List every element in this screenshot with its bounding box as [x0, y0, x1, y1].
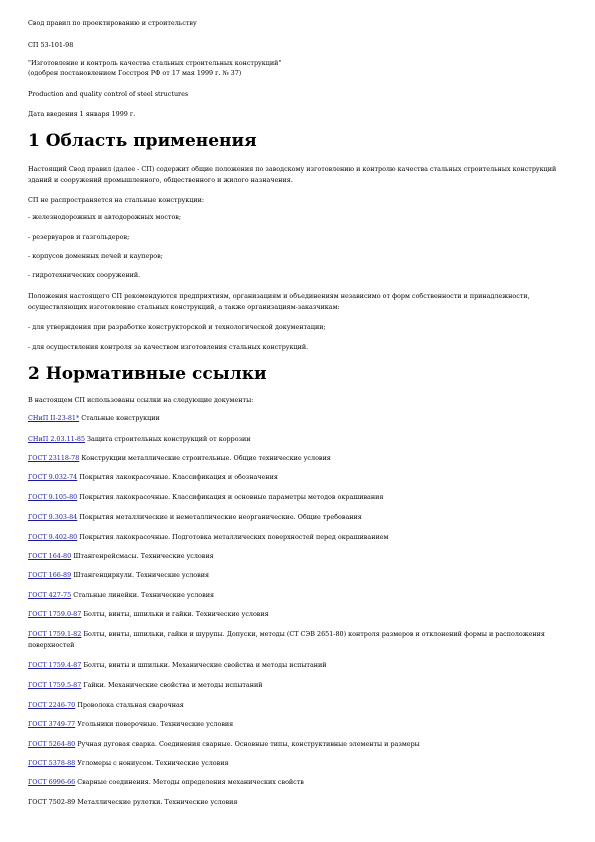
reference-link[interactable]: ГОСТ 166-89	[28, 571, 72, 579]
list-item: - для утверждения при разработке конструкторской и технологической документации;	[28, 323, 326, 331]
reference-link[interactable]: ГОСТ 9.402-80	[28, 533, 78, 541]
reference-title: Болты, винты и шпильки. Механические свойства и методы испытаний	[81, 661, 327, 669]
reference-item	[28, 492, 576, 502]
english-title: Production and quality control of steel structures	[28, 90, 189, 98]
reference-item	[28, 797, 576, 807]
reference-link[interactable]: ГОСТ 5378-88	[28, 759, 76, 767]
reference-title: Покрытия металлические и неметаллические неорганические. Общие требования	[77, 513, 362, 521]
section1-intro: Настоящий Свод правил (далее - СП) содержит общие положения по заводскому изготовлению и контролю качества стальных строительных конструкций зданий и сооружений промышленного, общественного и жилого назначения.	[28, 165, 557, 184]
reference-link[interactable]: ГОСТ 5264-80	[28, 740, 76, 748]
reference-item	[28, 629, 576, 650]
list-item: - резервуаров и газгольдеров;	[28, 233, 130, 241]
reference-title: Штангенциркули. Технические условия	[71, 571, 210, 579]
reference-item	[28, 590, 576, 600]
list-item: - гидротехнических сооружений.	[28, 271, 141, 279]
list-item: - для осуществления контроля за качеством изготовления стальных конструкций.	[28, 343, 309, 351]
section2-intro: В настоящем СП использованы ссылки на следующие документы:	[28, 396, 254, 404]
reference-link[interactable]: ГОСТ 1759.5-87	[28, 681, 82, 689]
reference-item	[28, 758, 576, 768]
reference-link[interactable]: ГОСТ 427-75	[28, 591, 72, 599]
reference-link[interactable]: ГОСТ 2246-70	[28, 701, 76, 709]
list-item: - корпусов доменных печей и кауперов;	[28, 252, 163, 260]
reference-link[interactable]: ГОСТ 9.032-74	[28, 473, 78, 481]
reference-item	[28, 739, 576, 749]
effective-date: Дата введения 1 января 1999 г.	[28, 110, 136, 118]
reference-link[interactable]: ГОСТ 1759.1-82	[28, 630, 82, 638]
reference-title: Покрытия лакокрасочные. Классификация и основные параметры методов окрашивания	[77, 493, 384, 501]
reference-title: Стальные линейки. Технические условия	[71, 591, 215, 599]
reference-item	[28, 680, 576, 690]
reference-item	[28, 609, 576, 619]
reference-link[interactable]: ГОСТ 9.105-80	[28, 493, 78, 501]
reference-title: Гайки. Механические свойства и методы испытаний	[81, 681, 263, 689]
reference-title: Ручная дуговая сварка. Соединения сварные. Основные типы, конструктивные элементы и размеры	[75, 740, 420, 748]
reference-item	[28, 512, 576, 522]
reference-title: Покрытия лакокрасочные. Классификация и обозначения	[77, 473, 278, 481]
collection-title: Свод правил по проектированию и строительству	[28, 19, 197, 27]
reference-title: Штангенрейсмасы. Технические условия	[71, 552, 214, 560]
reference-title: Металлические рулетки. Технические условия	[75, 798, 238, 806]
reference-item	[28, 719, 576, 729]
reference-title: Угломеры с нониусом. Технические условия	[75, 759, 229, 767]
reference-link[interactable]: ГОСТ 3749-77	[28, 720, 76, 728]
reference-link[interactable]: ГОСТ 6996-66	[28, 778, 76, 786]
reference-link[interactable]: ГОСТ 1759.0-87	[28, 610, 82, 618]
reference-item	[28, 777, 576, 787]
reference-item	[28, 532, 576, 542]
reference-item	[28, 551, 576, 561]
reference-item	[28, 472, 576, 482]
reference-item	[28, 660, 576, 670]
list-item: - железнодорожных и автодорожных мостов;	[28, 213, 182, 221]
reference-title: Проволока стальная сварочная	[75, 701, 184, 709]
reference-title: Покрытия лакокрасочные. Подготовка металлических поверхностей перед окрашиванием	[77, 533, 389, 541]
reference-link[interactable]: ГОСТ 1759.4-87	[28, 661, 82, 669]
reference-link[interactable]: ГОСТ 23118-78	[28, 454, 80, 462]
section1-not-apply: СП не распространяется на стальные конструкции:	[28, 196, 205, 204]
reference-title: Болты, винты, шпильки, гайки и шурупы. Допуски, методы (СТ СЭВ 2651-80) контроля размеров и отклонений формы и расположения поверхностей	[28, 630, 545, 649]
reference-title: Сварные соединения. Методы определения механических свойств	[75, 778, 304, 786]
reference-item	[28, 434, 576, 444]
reference-link[interactable]: СНиП 2.03.11-85	[28, 435, 86, 443]
section1-recommend: Положения настоящего СП рекомендуются предприятиям, организациям и объединениям независимо от форм собственности и принадлежности, осуществляющих изготовление стальных конструкций, а также организациям-заказчикам:	[28, 292, 530, 311]
reference-item	[28, 570, 576, 580]
reference-title: Болты, винты, шпильки и гайки. Технические условия	[81, 610, 269, 618]
reference-title: Защита строительных конструкций от коррозии	[85, 435, 251, 443]
reference-link[interactable]: ГОСТ 9.303-84	[28, 513, 78, 521]
reference-item	[28, 413, 576, 423]
reference-link[interactable]: ГОСТ 164-80	[28, 552, 72, 560]
section2-heading: 2 Нормативные ссылки	[28, 364, 267, 384]
document-title-line2: (одобрен постановлением Госстроя РФ от 17 мая 1999 г. № 37)	[28, 69, 242, 77]
reference-link[interactable]: СНиП II-23-81*	[28, 414, 80, 422]
document-code: СП 53-101-98	[28, 41, 74, 49]
reference-item	[28, 700, 576, 710]
document-title-line1: "Изготовление и контроль качества стальных строительных конструкций"	[28, 59, 282, 67]
reference-item	[28, 453, 576, 463]
reference-title: Конструкции металлические строительные. Общие технические условия	[79, 454, 331, 462]
section1-heading: 1 Область применения	[28, 131, 257, 151]
reference-link: ГОСТ 7502-89	[28, 798, 76, 806]
reference-title: Стальные конструкции	[79, 414, 160, 422]
reference-title: Угольники поверочные. Технические условия	[75, 720, 234, 728]
